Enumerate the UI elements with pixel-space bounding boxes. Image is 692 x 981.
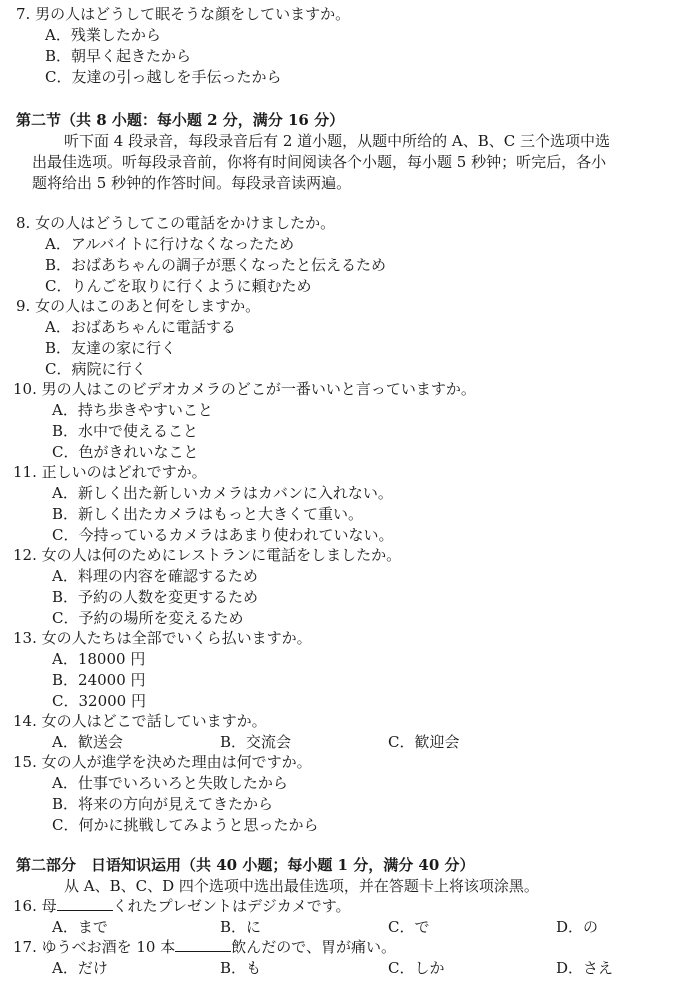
question-17-stem-end: 飲んだので、胃が痛い。: [231, 938, 396, 956]
question-11: 11. 正しいのはどれですか。: [13, 463, 207, 481]
question-15: 15. 女の人が進学を決めた理由は何ですか。: [13, 753, 312, 771]
option-16c: C．で: [388, 918, 430, 936]
question-17: [13, 937, 396, 957]
option-13a: A．18000 円: [52, 650, 146, 668]
option-15b: B．将来の方向が見えてきたから: [52, 795, 274, 813]
option-11c: C．今持っているカメラはあまり使われていない。: [52, 526, 394, 544]
option-10b: B．水中で使えること: [52, 422, 199, 440]
option-17c: C．しか: [388, 959, 445, 977]
option-8a: A．アルバイトに行けなくなったため: [45, 235, 295, 253]
option-13b: B．24000 円: [52, 671, 146, 689]
part-2-instruction: 从 A、B、C、D 四个选项中选出最佳选项，并在答题卡上将该项涂黑。: [64, 877, 539, 895]
question-17-stem-start: 17. ゆうべお酒を 10 本: [13, 938, 176, 956]
question-16-stem-end: くれたプレゼントはデジカメです。: [112, 897, 351, 915]
question-16: [13, 896, 351, 916]
option-8b: B．おばあちゃんの調子が悪くなったと伝えるため: [45, 256, 387, 274]
option-17b: B．も: [220, 959, 262, 977]
option-14b: B．交流会: [220, 733, 292, 751]
option-12a: A．料理の内容を確認するため: [52, 567, 258, 585]
option-8c: C．りんごを取りに行くように頼むため: [45, 277, 312, 295]
option-10a: A．持ち歩きやすいこと: [52, 401, 213, 419]
question-10: 10. 男の人はこのビデオカメラのどこが一番いいと言っていますか。: [13, 380, 476, 398]
question-7: 7. 男の人はどうして眠そうな顔をしていますか。: [16, 5, 351, 23]
option-11a: A．新しく出た新しいカメラはカバンに入れない。: [52, 484, 393, 502]
option-16d: D．の: [556, 918, 599, 936]
option-14a: A．歓送会: [52, 733, 123, 751]
option-14c: C．歓迎会: [388, 733, 460, 751]
answer-blank: [175, 937, 231, 952]
question-13: 13. 女の人たちは全部でいくら払いますか。: [13, 629, 312, 647]
part-2-title: 第二部分 日语知识运用（共 40 小题；每小题 1 分，满分 40 分）: [16, 856, 475, 874]
option-11b: B．新しく出たカメラはもっと大きくて重い。: [52, 505, 364, 523]
option-9c: C．病院に行く: [45, 360, 147, 378]
question-14: 14. 女の人はどこで話していますか。: [13, 712, 267, 730]
option-12b: B．予約の人数を変更するため: [52, 588, 259, 606]
question-12: 12. 女の人は何のためにレストランに電話をしましたか。: [13, 546, 402, 564]
option-13c: C．32000 円: [52, 692, 146, 710]
option-15a: A．仕事でいろいろと失敗したから: [52, 774, 288, 792]
question-16-stem-start: 16. 母: [13, 897, 57, 915]
question-8: 8. 女の人はどうしてこの電話をかけましたか。: [16, 214, 336, 232]
question-9: 9. 女の人はこのあと何をしますか。: [16, 297, 261, 315]
option-7b: B．朝早く起きたから: [45, 47, 192, 65]
section-2-instruction-3: 题将给出 5 秒钟的作答时间。每段录音读两遍。: [32, 174, 352, 192]
option-17a: A．だけ: [52, 959, 108, 977]
option-12c: C．予約の場所を変えるため: [52, 609, 244, 627]
option-17d: D．さえ: [556, 959, 614, 977]
section-2-instruction-1: 听下面 4 段录音，每段录音后有 2 道小题，从题中所给的 A、B、C 三个选项中选: [64, 132, 611, 150]
option-10c: C．色がきれいなこと: [52, 443, 199, 461]
answer-blank: [57, 896, 113, 911]
option-16b: B．に: [220, 918, 262, 936]
option-9b: B．友達の家に行く: [45, 339, 177, 357]
option-15c: C．何かに挑戦してみようと思ったから: [52, 816, 319, 834]
option-7c: C．友達の引っ越しを手伝ったから: [45, 68, 282, 86]
option-9a: A．おばあちゃんに電話する: [45, 318, 236, 336]
option-7a: A．残業したから: [45, 26, 161, 44]
option-16a: A．まで: [52, 918, 108, 936]
section-2-instruction-2: 出最佳选项。听每段录音前，你将有时间阅读各个小题，每小题 5 秒钟；听完后，各小: [32, 153, 607, 171]
section-2-title: 第二节（共 8 小题：每小题 2 分，满分 16 分）: [16, 111, 345, 129]
